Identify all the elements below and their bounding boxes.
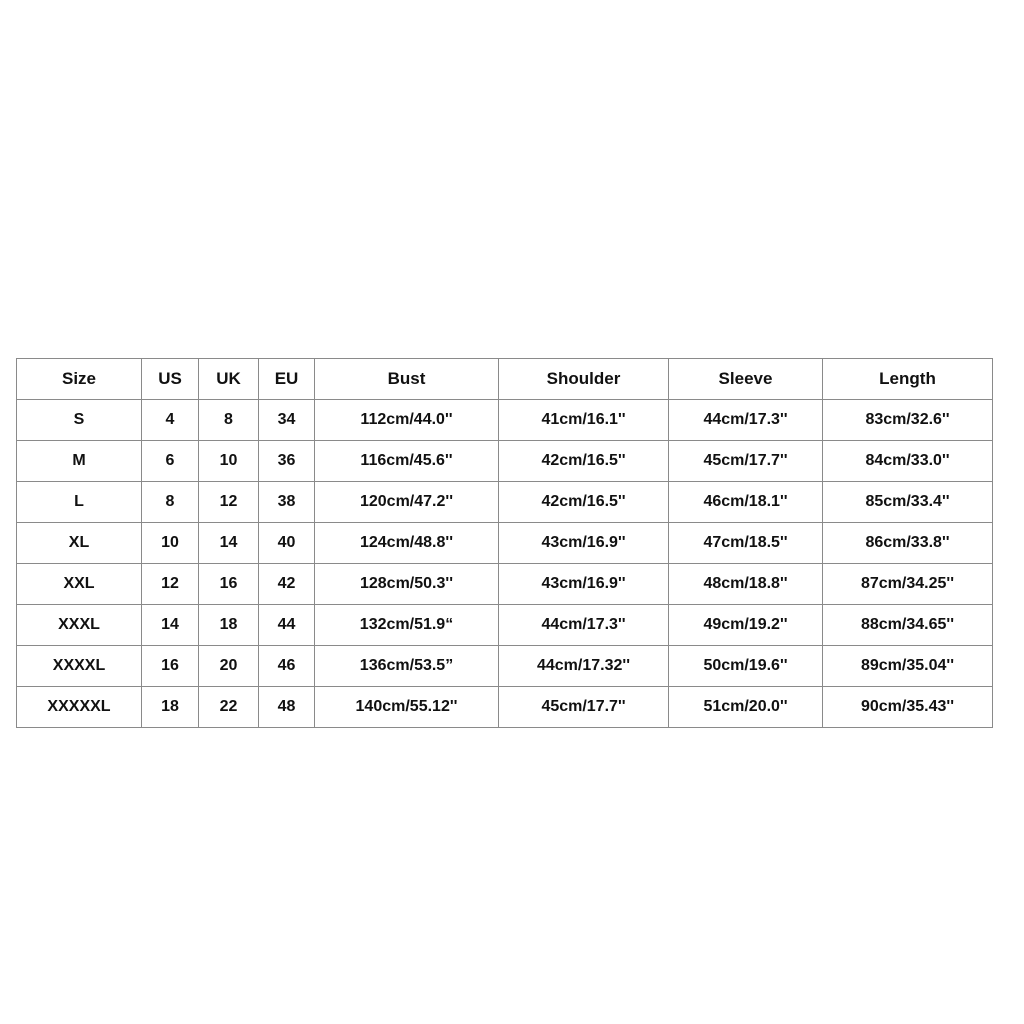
cell-size: XL: [17, 523, 142, 564]
table-row: [17, 400, 993, 441]
header-shoulder: Shoulder: [499, 359, 669, 400]
header-us: US: [142, 359, 199, 400]
cell-size: M: [17, 441, 142, 482]
cell-uk: 18: [199, 605, 259, 646]
cell-length: 84cm/33.0'': [823, 441, 993, 482]
cell-eu: 36: [259, 441, 315, 482]
cell-us: 8: [142, 482, 199, 523]
table-row: [17, 564, 993, 605]
cell-size: XXXL: [17, 605, 142, 646]
cell-bust: 116cm/45.6'': [315, 441, 499, 482]
table-row: [17, 523, 993, 564]
cell-eu: 46: [259, 646, 315, 687]
cell-length: 87cm/34.25'': [823, 564, 993, 605]
cell-size: S: [17, 400, 142, 441]
cell-sleeve: 51cm/20.0'': [669, 687, 823, 728]
cell-bust: 112cm/44.0'': [315, 400, 499, 441]
cell-bust: 132cm/51.9“: [315, 605, 499, 646]
cell-bust: 120cm/47.2'': [315, 482, 499, 523]
header-length: Length: [823, 359, 993, 400]
cell-us: 10: [142, 523, 199, 564]
cell-us: 16: [142, 646, 199, 687]
cell-sleeve: 46cm/18.1'': [669, 482, 823, 523]
cell-shoulder: 43cm/16.9'': [499, 564, 669, 605]
cell-length: 85cm/33.4'': [823, 482, 993, 523]
table-row: [17, 482, 993, 523]
cell-shoulder: 44cm/17.3'': [499, 605, 669, 646]
cell-us: 12: [142, 564, 199, 605]
cell-shoulder: 45cm/17.7'': [499, 687, 669, 728]
cell-eu: 34: [259, 400, 315, 441]
header-eu: EU: [259, 359, 315, 400]
cell-eu: 42: [259, 564, 315, 605]
cell-size: XXXXL: [17, 646, 142, 687]
cell-us: 18: [142, 687, 199, 728]
cell-us: 4: [142, 400, 199, 441]
cell-size: L: [17, 482, 142, 523]
cell-length: 89cm/35.04'': [823, 646, 993, 687]
cell-uk: 8: [199, 400, 259, 441]
cell-sleeve: 48cm/18.8'': [669, 564, 823, 605]
cell-bust: 124cm/48.8'': [315, 523, 499, 564]
cell-sleeve: 50cm/19.6'': [669, 646, 823, 687]
cell-bust: 128cm/50.3'': [315, 564, 499, 605]
cell-uk: 16: [199, 564, 259, 605]
table-row: [17, 646, 993, 687]
cell-length: 86cm/33.8'': [823, 523, 993, 564]
cell-length: 83cm/32.6'': [823, 400, 993, 441]
cell-us: 6: [142, 441, 199, 482]
size-chart-table: [16, 358, 993, 728]
table-row: [17, 605, 993, 646]
table-row: [17, 441, 993, 482]
cell-uk: 22: [199, 687, 259, 728]
cell-length: 90cm/35.43'': [823, 687, 993, 728]
cell-eu: 44: [259, 605, 315, 646]
cell-uk: 10: [199, 441, 259, 482]
cell-eu: 48: [259, 687, 315, 728]
cell-shoulder: 42cm/16.5'': [499, 482, 669, 523]
cell-us: 14: [142, 605, 199, 646]
cell-uk: 20: [199, 646, 259, 687]
cell-sleeve: 45cm/17.7'': [669, 441, 823, 482]
cell-uk: 14: [199, 523, 259, 564]
cell-bust: 136cm/53.5”: [315, 646, 499, 687]
cell-shoulder: 42cm/16.5'': [499, 441, 669, 482]
cell-length: 88cm/34.65'': [823, 605, 993, 646]
cell-shoulder: 43cm/16.9'': [499, 523, 669, 564]
cell-sleeve: 49cm/19.2'': [669, 605, 823, 646]
header-size: Size: [17, 359, 142, 400]
header-sleeve: Sleeve: [669, 359, 823, 400]
cell-uk: 12: [199, 482, 259, 523]
cell-shoulder: 44cm/17.32'': [499, 646, 669, 687]
cell-sleeve: 44cm/17.3'': [669, 400, 823, 441]
cell-bust: 140cm/55.12'': [315, 687, 499, 728]
cell-shoulder: 41cm/16.1'': [499, 400, 669, 441]
header-row: [17, 359, 993, 400]
table-row: [17, 687, 993, 728]
cell-eu: 40: [259, 523, 315, 564]
header-uk: UK: [199, 359, 259, 400]
cell-size: XXXXXL: [17, 687, 142, 728]
header-bust: Bust: [315, 359, 499, 400]
cell-size: XXL: [17, 564, 142, 605]
cell-sleeve: 47cm/18.5'': [669, 523, 823, 564]
cell-eu: 38: [259, 482, 315, 523]
